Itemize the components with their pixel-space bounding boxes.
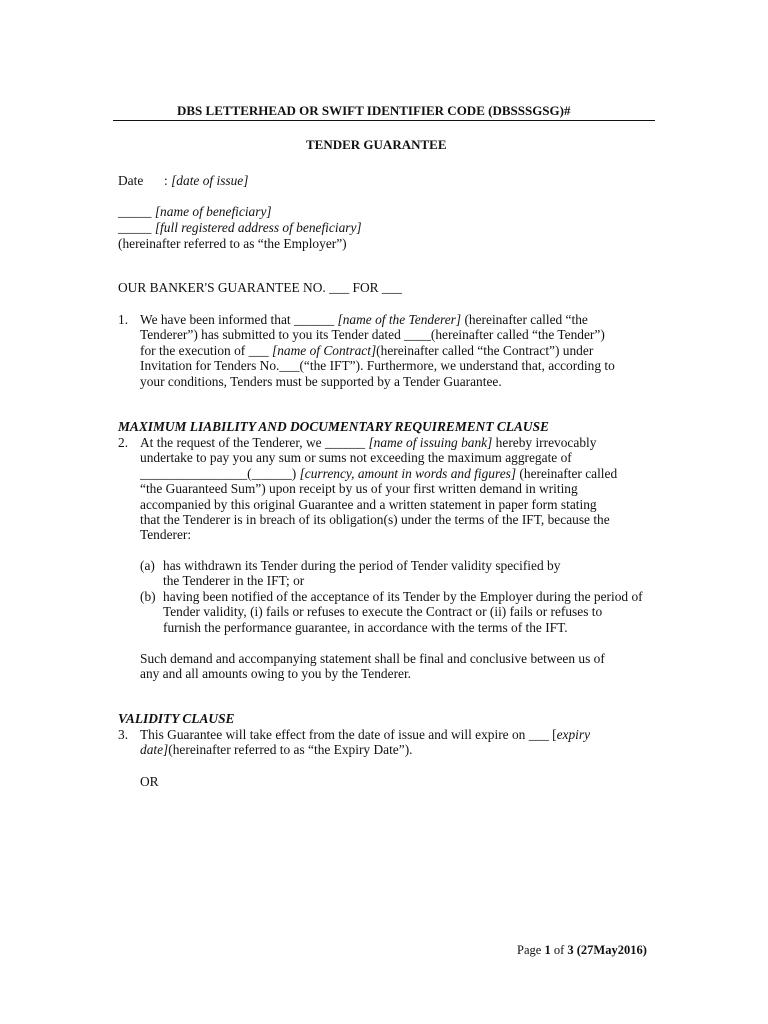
address-blank: _____	[118, 220, 152, 235]
para2-line2: undertake to pay you any sum or sums not exceeding the maximum aggregate of	[140, 450, 572, 465]
bank-placeholder: [name of issuing bank]	[368, 435, 493, 450]
para2-text: At the request of the Tenderer, we ______	[140, 435, 369, 450]
item-a-line2: the Tenderer in the IFT; or	[163, 573, 305, 588]
para3-text: This Guarantee will take effect from the date of issue and will expire on ___ [	[140, 727, 557, 742]
para1-line2: Tenderer”) has submitted to you its Tender dated ____(hereinafter called “the Tender”)	[140, 327, 605, 342]
demand-line2: any and all amounts owing to you by the Tenderer.	[140, 666, 412, 681]
para2-line4: “the Guaranteed Sum”) upon receipt by us of your first written demand in writing	[140, 481, 578, 496]
date-colon: :	[164, 173, 168, 188]
date-line	[118, 173, 248, 190]
para2-line7: Tenderer:	[140, 527, 192, 542]
item-b-line3: furnish the performance guarantee, in accordance with the terms of the IFT.	[163, 620, 568, 635]
currency-placeholder: [currency, amount in words and figures]	[299, 466, 517, 481]
letterhead-line: DBS LETTERHEAD OR SWIFT IDENTIFIER CODE (DBSSSGSG)#	[177, 103, 571, 118]
employer-reference: (hereinafter referred to as “the Employer”)	[118, 236, 347, 251]
beneficiary-name: [name of beneficiary]	[154, 204, 272, 219]
item-a-label: (a)	[140, 558, 155, 573]
demand-line1: Such demand and accompanying statement shall be final and conclusive between us of	[140, 651, 605, 666]
expiry-placeholder-end: date]	[140, 742, 169, 757]
of-word: of	[550, 943, 568, 957]
para2-line6: that the Tenderer is in breach of its obligation(s) under the terms of the IFT, because the	[140, 512, 610, 527]
page-footer	[517, 943, 647, 959]
date-placeholder: [date of issue]	[171, 173, 249, 188]
date-label: Date	[118, 173, 144, 188]
para2-text: ________________(______)	[140, 466, 300, 481]
or-separator: OR	[140, 774, 159, 789]
liability-clause-heading: MAXIMUM LIABILITY AND DOCUMENTARY REQUIREMENT CLAUSE	[118, 419, 549, 434]
item-b-line2: Tender validity, (i) fails or refuses to execute the Contract or (ii) fails or refuses to	[163, 604, 603, 619]
beneficiary-address: [full registered address of beneficiary]	[154, 220, 362, 235]
para3-text: (hereinafter referred to as “the Expiry Date”).	[168, 742, 413, 757]
item-b-label: (b)	[140, 589, 156, 604]
para1-line4: Invitation for Tenders No.___(“the IFT”). Furthermore, we understand that, according to	[140, 358, 615, 373]
beneficiary-line	[118, 204, 272, 221]
para3-number: 3.	[118, 727, 129, 742]
document-title: TENDER GUARANTEE	[306, 137, 447, 152]
page-number: 1	[544, 943, 551, 957]
tenderer-placeholder: [name of the Tenderer]	[337, 312, 462, 327]
para1-text: (hereinafter called “the	[461, 312, 588, 327]
page-total: 3	[567, 943, 574, 957]
para1-number: 1.	[118, 312, 129, 327]
para3-line2	[140, 742, 413, 759]
para1-text: for the execution of ___	[140, 343, 273, 358]
address-line	[118, 220, 362, 237]
guarantee-number-line: OUR BANKER'S GUARANTEE NO. ___ FOR ___	[118, 280, 403, 295]
para2-text: (hereinafter called	[516, 466, 618, 481]
version-date: (27May2016)	[573, 943, 647, 957]
para1-line5: your conditions, Tenders must be supported by a Tender Guarantee.	[140, 374, 502, 389]
para2-line5: accompanied by this original Guarantee and a written statement in paper form stating	[140, 497, 597, 512]
page-word: Page	[517, 943, 545, 957]
contract-placeholder: [name of Contract]	[272, 343, 377, 358]
para1-text: (hereinafter called “the Contract”) under	[376, 343, 594, 358]
para2-text: hereby irrevocably	[492, 435, 597, 450]
validity-clause-heading: VALIDITY CLAUSE	[118, 711, 235, 726]
para2-number: 2.	[118, 435, 129, 450]
header-rule	[113, 120, 655, 121]
beneficiary-blank: _____	[118, 204, 152, 219]
para1-text: We have been informed that ______	[140, 312, 338, 327]
item-a-line1: has withdrawn its Tender during the period of Tender validity specified by	[163, 558, 561, 573]
item-b-line1: having been notified of the acceptance of its Tender by the Employer during the period of	[163, 589, 643, 604]
expiry-placeholder: expiry	[556, 727, 591, 742]
